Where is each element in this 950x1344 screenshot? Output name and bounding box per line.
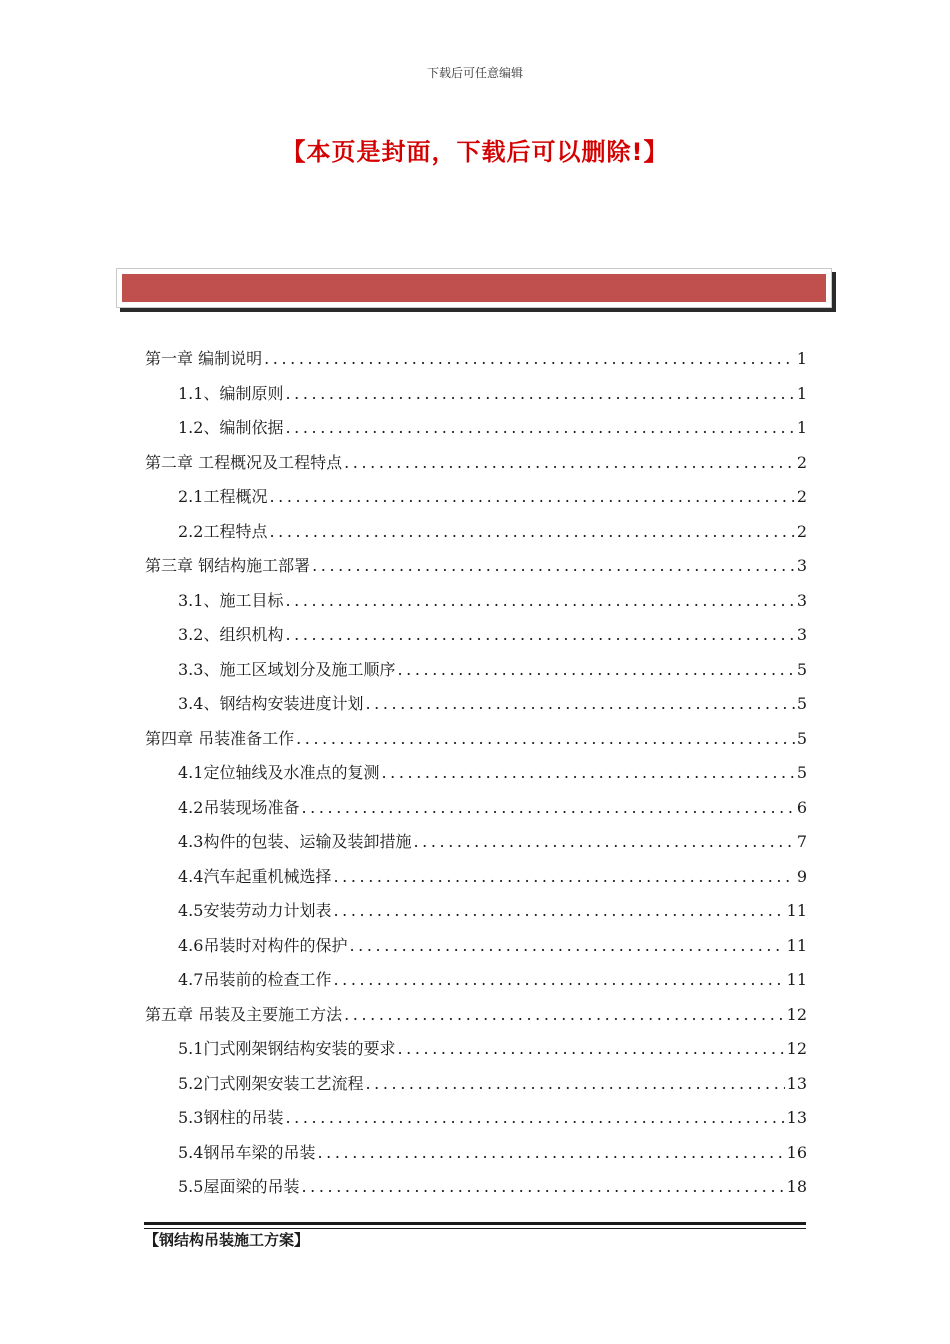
toc-entry[interactable] [145,722,807,757]
toc-entry-title: 第二章 工程概况及工程特点 [145,452,343,472]
toc-entry-page: 1 [796,349,807,368]
toc-entry-page: 9 [796,866,807,886]
toc-entry-page: 12 [786,1039,807,1058]
toc-dot-leader [285,377,794,412]
toc-entry-title: 5.2门式刚架安装工艺流程 [178,1073,364,1093]
toc-entry-page: 3 [796,556,807,575]
toc-entry-page: 11 [786,970,807,989]
toc-dot-leader [365,1067,784,1102]
toc-dot-leader [285,411,794,446]
toc-entry-page: 1 [796,383,807,403]
toc-entry-title: 3.1、施工目标 [178,590,284,610]
toc-dot-leader [285,618,794,653]
toc-entry[interactable] [145,998,807,1033]
title-banner [116,268,832,308]
title-banner-fill [122,274,826,302]
toc-entry-page: 5 [796,728,807,748]
toc-entry-title: 2.2工程特点 [178,521,268,541]
toc-dot-leader [333,860,794,895]
toc-entry[interactable] [145,377,807,412]
toc-entry-title: 5.5屋面梁的吊装 [178,1177,300,1196]
toc-dot-leader [333,963,784,998]
toc-dot-leader [349,929,784,964]
toc-dot-leader [285,1101,784,1136]
toc-entry-page: 13 [786,1073,807,1093]
toc-entry-title: 1.2、编制依据 [178,418,284,437]
toc-entry-title: 5.4钢吊车梁的吊装 [178,1142,316,1162]
toc-entry[interactable] [145,411,807,446]
toc-entry-title: 4.1定位轴线及水准点的复测 [178,763,380,782]
toc-entry-page: 6 [796,797,807,817]
toc-entry-title: 3.3、施工区域划分及施工顺序 [178,659,396,679]
toc-entry[interactable] [145,342,807,377]
footer-label: 【钢结构吊装施工方案】 [144,1231,310,1249]
toc-dot-leader [365,687,794,722]
toc-entry-page: 7 [796,832,807,851]
toc-dot-leader [269,515,794,550]
toc-dot-leader [333,894,784,929]
toc-dot-leader [312,549,795,584]
toc-entry-title: 第四章 吊装准备工作 [145,728,295,748]
toc-entry-page: 12 [786,1004,807,1024]
toc-entry[interactable] [145,963,807,998]
toc-entry-title: 2.1工程概况 [178,487,268,506]
toc-entry[interactable] [145,894,807,929]
footer-rule-thick [144,1222,806,1225]
table-of-contents [145,342,807,1205]
toc-dot-leader [397,1032,784,1067]
toc-entry-page: 2 [796,487,807,506]
toc-entry[interactable] [145,584,807,619]
toc-entry[interactable] [145,687,807,722]
toc-entry-page: 2 [796,521,807,541]
toc-entry-page: 11 [786,935,807,955]
toc-entry-title: 4.3构件的包装、运输及装卸措施 [178,832,412,851]
cover-notice: 【本页是封面，下载后可以删除!】 [281,138,669,166]
toc-entry[interactable] [145,549,807,584]
header-note: 下载后可任意编辑 [426,66,523,80]
toc-entry-title: 4.2吊装现场准备 [178,797,300,817]
toc-entry-page: 16 [786,1142,807,1162]
toc-entry[interactable] [145,480,807,515]
toc-dot-leader [285,584,794,619]
toc-entry[interactable] [145,653,807,688]
toc-entry-title: 4.5安装劳动力计划表 [178,901,332,920]
toc-entry[interactable] [145,1067,807,1102]
toc-entry-title: 第五章 吊装及主要施工方法 [145,1004,343,1024]
toc-dot-leader [264,342,795,377]
toc-entry[interactable] [145,1101,807,1136]
toc-entry-page: 11 [786,901,807,920]
toc-entry[interactable] [145,860,807,895]
toc-dot-leader [344,998,785,1033]
toc-entry-page: 18 [786,1177,807,1196]
toc-dot-leader [269,480,794,515]
toc-dot-leader [381,756,794,791]
toc-entry-page: 5 [796,763,807,782]
toc-entry-title: 4.4汽车起重机械选择 [178,866,332,886]
toc-dot-leader [397,653,794,688]
toc-entry-title: 第一章 编制说明 [145,349,263,368]
toc-entry[interactable] [145,1170,807,1205]
toc-entry[interactable] [145,446,807,481]
toc-entry[interactable] [145,515,807,550]
toc-entry-page: 3 [796,590,807,610]
toc-dot-leader [301,791,794,826]
toc-entry-page: 1 [796,418,807,437]
toc-entry-title: 第三章 钢结构施工部署 [145,556,311,575]
toc-entry-title: 4.6吊装时对构件的保护 [178,935,348,955]
toc-entry[interactable] [145,929,807,964]
toc-entry-page: 13 [786,1108,807,1127]
toc-entry[interactable] [145,1032,807,1067]
toc-entry-title: 5.1门式刚架钢结构安装的要求 [178,1039,396,1058]
toc-entry[interactable] [145,791,807,826]
toc-dot-leader [301,1170,784,1205]
toc-entry-title: 4.7吊装前的检查工作 [178,970,332,989]
toc-dot-leader [317,1136,784,1171]
toc-entry-title: 5.3钢柱的吊装 [178,1108,284,1127]
toc-entry-title: 3.2、组织机构 [178,625,284,644]
toc-entry[interactable] [145,618,807,653]
toc-entry[interactable] [145,1136,807,1171]
toc-dot-leader [296,722,795,757]
toc-entry-page: 5 [796,659,807,679]
toc-entry-title: 3.4、钢结构安装进度计划 [178,694,364,713]
toc-entry-page: 5 [796,694,807,713]
toc-dot-leader [344,446,795,481]
toc-entry-title: 1.1、编制原则 [178,383,284,403]
toc-entry[interactable] [145,825,807,860]
toc-dot-leader [413,825,794,860]
toc-entry-page: 2 [796,452,807,472]
toc-entry[interactable] [145,756,807,791]
toc-entry-page: 3 [796,625,807,644]
